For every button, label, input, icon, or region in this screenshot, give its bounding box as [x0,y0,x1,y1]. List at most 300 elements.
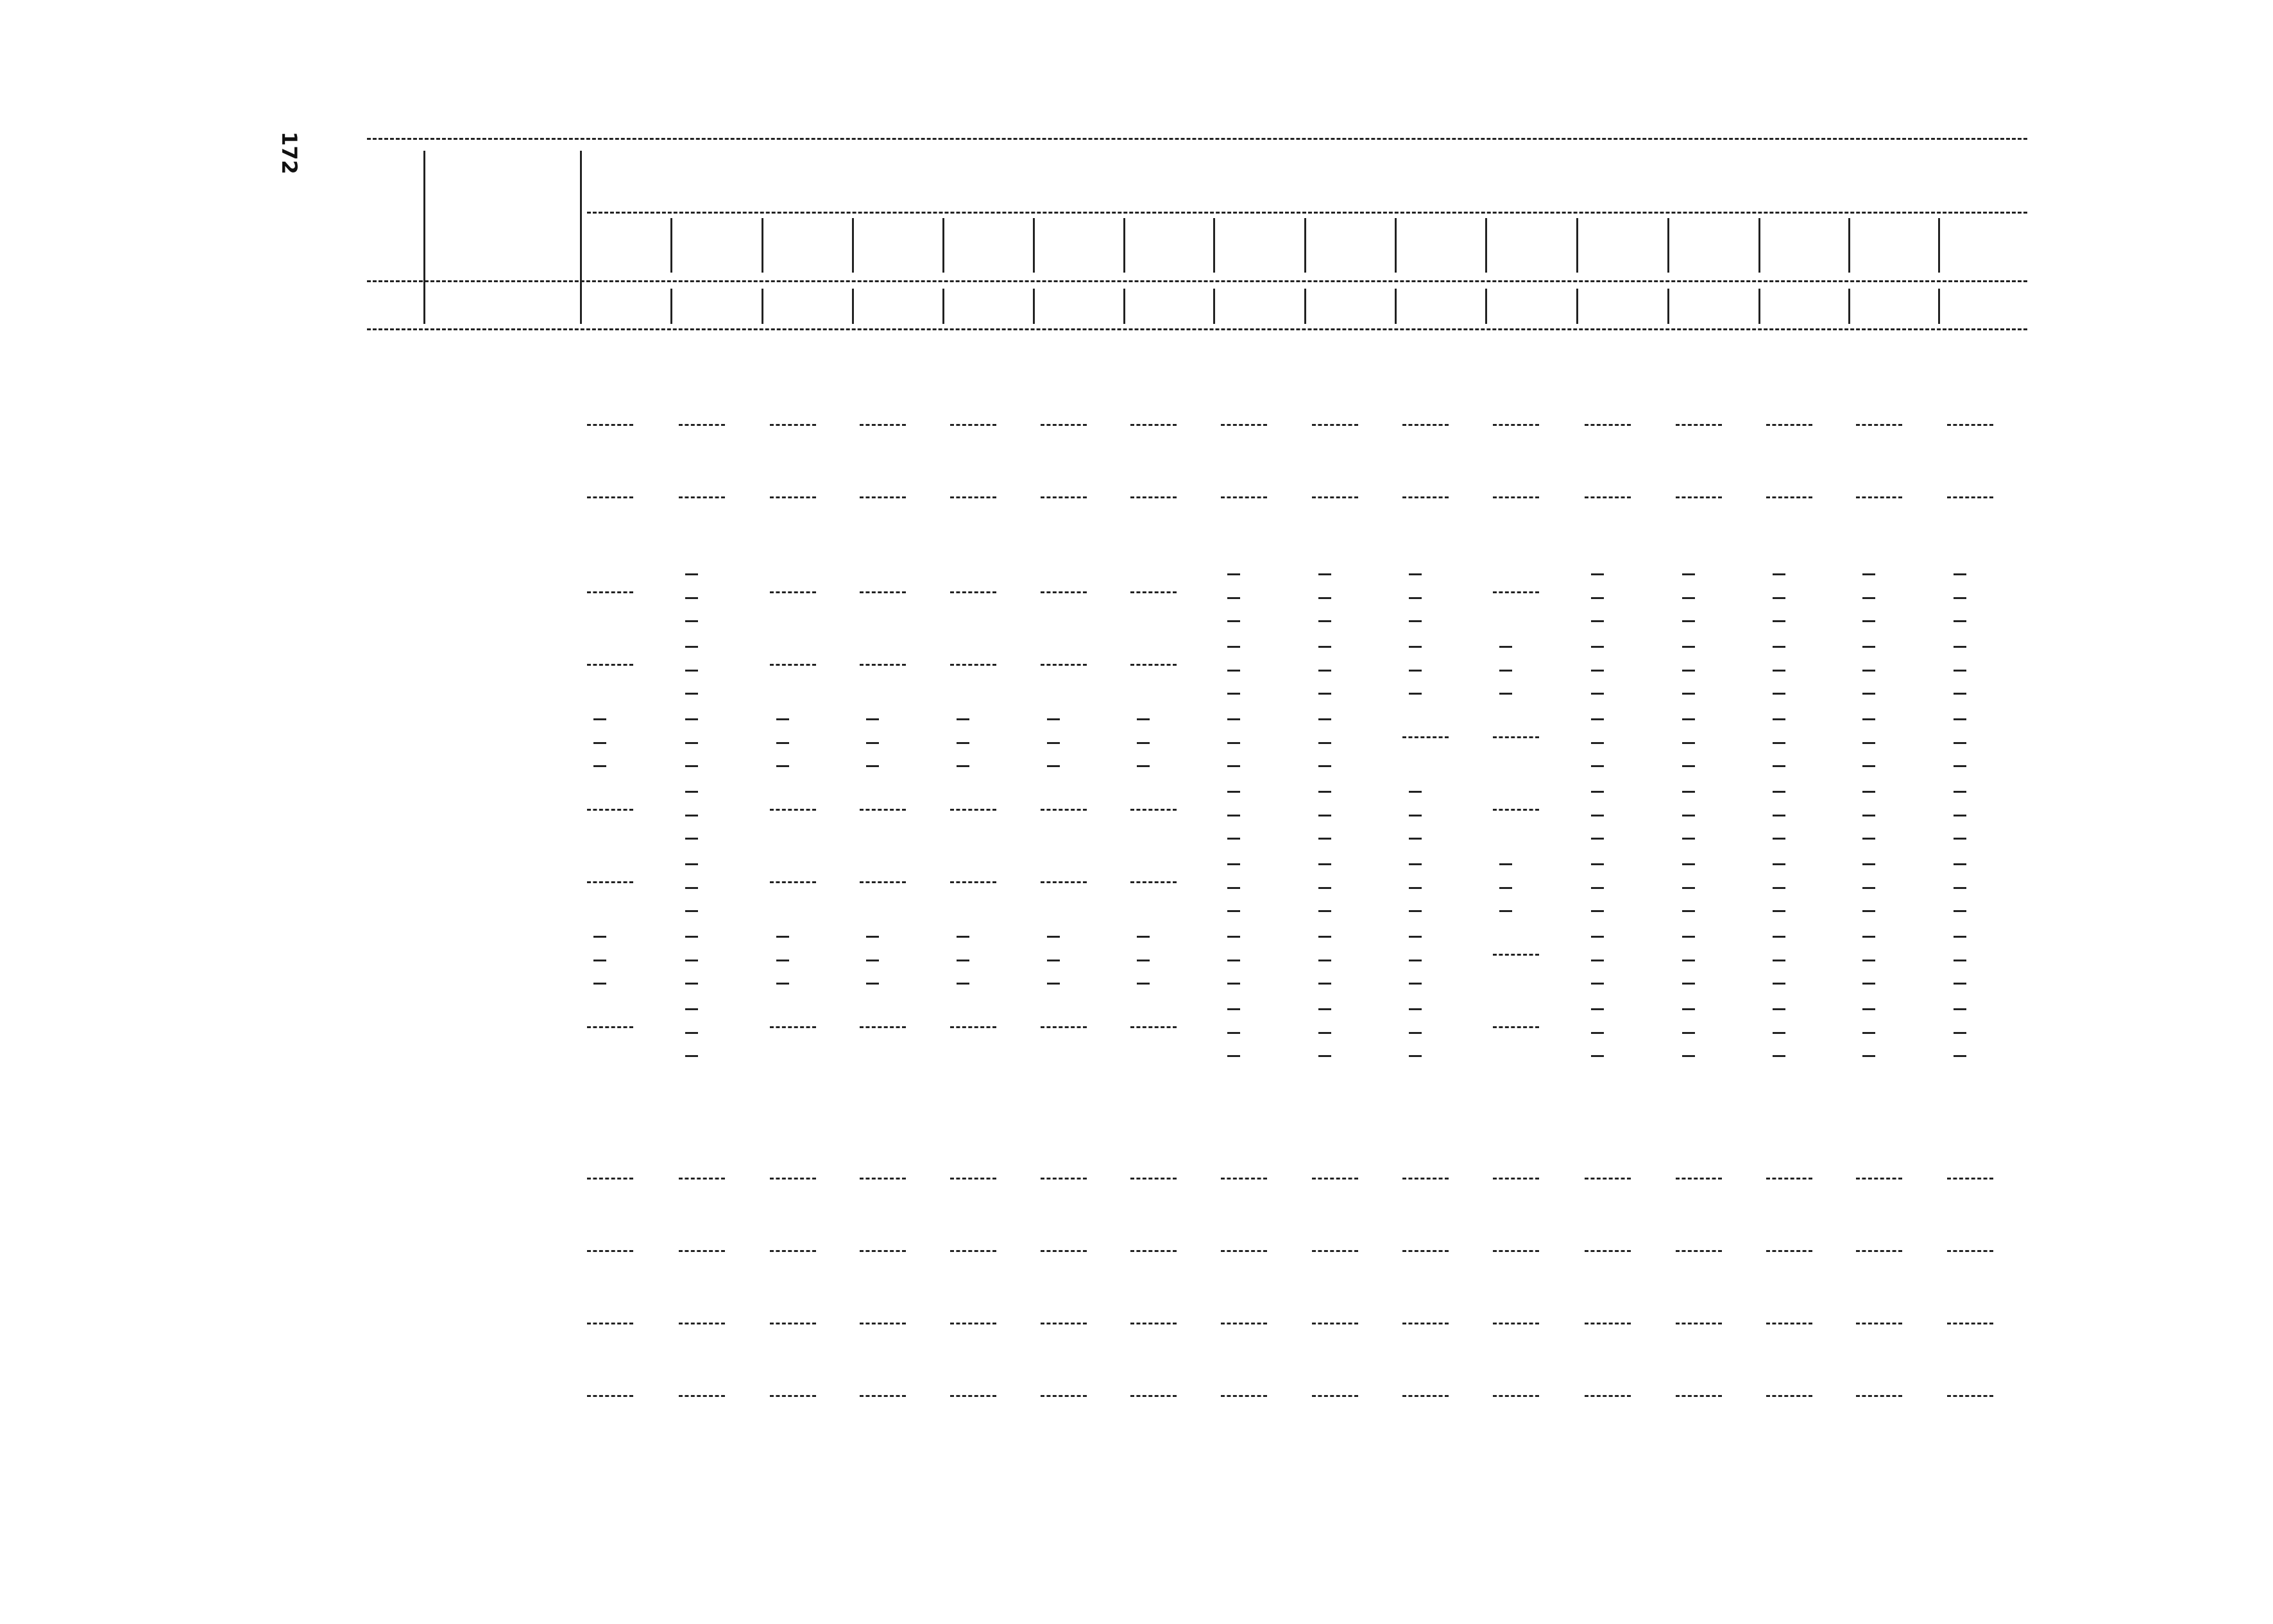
empty-cell-mark [1227,910,1240,912]
fraction-separator [679,1395,725,1397]
empty-cell-mark [1227,765,1240,767]
fraction-separator [1221,424,1267,426]
column-divider [423,151,425,324]
empty-cell-mark [1773,693,1785,695]
fraction-separator [860,1026,906,1028]
fraction-separator [770,1178,816,1180]
fraction-separator [770,664,816,666]
empty-cell-mark [1862,670,1875,672]
fraction-separator [679,496,725,498]
empty-cell-mark [1137,765,1150,767]
empty-cell-mark [1954,765,1966,767]
empty-cell-mark [1954,983,1966,985]
fraction-separator [1856,1323,1902,1324]
empty-cell-mark [1227,597,1240,599]
column-divider [1395,289,1397,324]
empty-cell-mark [1409,1032,1422,1034]
empty-cell-mark [685,1032,698,1034]
empty-cell-mark [685,983,698,985]
empty-cell-mark [1318,1055,1331,1057]
empty-cell-mark [1954,1008,1966,1010]
empty-cell-mark [866,718,879,720]
empty-cell-mark [685,960,698,961]
empty-cell-mark [1773,718,1785,720]
empty-cell-mark [1409,936,1422,938]
empty-cell-mark [685,1008,698,1010]
empty-cell-mark [1318,910,1331,912]
empty-cell-mark [1954,960,1966,961]
column-divider [1758,218,1760,273]
fraction-separator [950,1178,996,1180]
fraction-separator [1041,1323,1087,1324]
empty-cell-mark [776,718,789,720]
empty-cell-mark [957,718,969,720]
empty-cell-mark [1227,936,1240,938]
fraction-separator [1676,496,1722,498]
empty-cell-mark [1682,838,1695,840]
fraction-separator [587,1178,633,1180]
fraction-separator [950,1026,996,1028]
empty-cell-mark [1318,983,1331,985]
empty-cell-mark [1227,1008,1240,1010]
empty-cell-mark [685,573,698,575]
empty-cell-mark [1682,718,1695,720]
fraction-separator [1041,496,1087,498]
fraction-separator [860,424,906,426]
column-divider [942,289,944,324]
column-divider [762,218,763,273]
fraction-separator [1947,424,1993,426]
empty-cell-mark [1591,693,1604,695]
empty-cell-mark [1773,791,1785,793]
fraction-separator [860,496,906,498]
empty-cell-mark [776,742,789,744]
empty-cell-mark [1682,742,1695,744]
empty-cell-mark [1318,646,1331,648]
empty-cell-mark [1318,742,1331,744]
empty-cell-mark [1318,1032,1331,1034]
empty-cell-mark [1499,646,1512,648]
fraction-separator [1493,1026,1539,1028]
empty-cell-mark [1227,791,1240,793]
empty-cell-mark [1862,910,1875,912]
column-divider [1576,218,1578,273]
empty-cell-mark [1773,1055,1785,1057]
empty-cell-mark [866,960,879,961]
fraction-separator [1041,1395,1087,1397]
fraction-separator [679,424,725,426]
empty-cell-mark [685,791,698,793]
fraction-separator [1493,424,1539,426]
fraction-separator [770,1026,816,1028]
empty-cell-mark [1137,742,1150,744]
fraction-separator [1041,424,1087,426]
fraction-separator [679,1178,725,1180]
empty-cell-mark [1862,863,1875,865]
fraction-separator [1947,1323,1993,1324]
fraction-separator [1493,1250,1539,1252]
empty-cell-mark [1954,742,1966,744]
fraction-separator [1766,424,1812,426]
fraction-separator [860,591,906,593]
empty-cell-mark [1409,597,1422,599]
fraction-separator [1856,424,1902,426]
empty-cell-mark [1318,863,1331,865]
empty-cell-mark [1227,815,1240,816]
empty-cell-mark [1773,1032,1785,1034]
empty-cell-mark [1862,1008,1875,1010]
column-divider [1485,289,1487,324]
empty-cell-mark [1047,718,1060,720]
empty-cell-mark [1591,887,1604,889]
empty-cell-mark [1954,620,1966,622]
fraction-separator [679,1250,725,1252]
fraction-separator [1130,1323,1177,1324]
empty-cell-mark [866,983,879,985]
empty-cell-mark [685,887,698,889]
empty-cell-mark [1409,863,1422,865]
fraction-separator [1766,1395,1812,1397]
empty-cell-mark [685,742,698,744]
empty-cell-mark [1682,815,1695,816]
fraction-separator [950,664,996,666]
fraction-separator [1041,1178,1087,1180]
column-divider [1485,218,1487,273]
empty-cell-mark [1862,936,1875,938]
column-divider [1213,289,1215,324]
empty-cell-mark [957,936,969,938]
fraction-separator [1493,1395,1539,1397]
empty-cell-mark [1682,791,1695,793]
empty-cell-mark [1773,1008,1785,1010]
fraction-separator [1402,424,1449,426]
empty-cell-mark [1318,670,1331,672]
column-divider [1576,289,1578,324]
fraction-separator [1130,424,1177,426]
empty-cell-mark [1773,863,1785,865]
fraction-separator [1856,1178,1902,1180]
empty-cell-mark [1682,910,1695,912]
empty-cell-mark [776,983,789,985]
empty-cell-mark [1682,765,1695,767]
empty-cell-mark [776,765,789,767]
fraction-separator [1402,736,1449,738]
empty-cell-mark [1318,620,1331,622]
empty-cell-mark [1047,936,1060,938]
fraction-separator [950,881,996,883]
fraction-separator [860,809,906,811]
fraction-separator [1041,809,1087,811]
column-divider [670,218,672,273]
empty-cell-mark [1682,693,1695,695]
fraction-separator [1766,1250,1812,1252]
empty-cell-mark [957,765,969,767]
empty-cell-mark [1227,718,1240,720]
empty-cell-mark [1318,815,1331,816]
empty-cell-mark [1773,670,1785,672]
empty-cell-mark [1227,693,1240,695]
fraction-separator [1312,424,1358,426]
empty-cell-mark [866,742,879,744]
fraction-separator [770,809,816,811]
empty-cell-mark [1954,815,1966,816]
empty-cell-mark [685,693,698,695]
empty-cell-mark [685,815,698,816]
empty-cell-mark [1682,620,1695,622]
empty-cell-mark [957,742,969,744]
empty-cell-mark [1591,960,1604,961]
empty-cell-mark [1862,693,1875,695]
empty-cell-mark [1227,1032,1240,1034]
fraction-separator [950,496,996,498]
empty-cell-mark [1318,791,1331,793]
header-mid-rule [367,280,2027,282]
empty-cell-mark [1591,863,1604,865]
fraction-separator [1676,1178,1722,1180]
empty-cell-mark [1591,573,1604,575]
fraction-separator [1493,1323,1539,1324]
fraction-separator [770,424,816,426]
empty-cell-mark [1409,838,1422,840]
fraction-separator [1856,496,1902,498]
empty-cell-mark [1409,815,1422,816]
empty-cell-mark [1773,838,1785,840]
empty-cell-mark [1591,838,1604,840]
empty-cell-mark [1682,887,1695,889]
empty-cell-mark [1047,742,1060,744]
empty-cell-mark [1954,936,1966,938]
empty-cell-mark [1591,620,1604,622]
empty-cell-mark [685,936,698,938]
fraction-separator [1130,1250,1177,1252]
empty-cell-mark [593,960,606,961]
empty-cell-mark [1318,573,1331,575]
column-divider [1938,218,1940,273]
empty-cell-mark [1862,983,1875,985]
empty-cell-mark [1954,1055,1966,1057]
empty-cell-mark [1409,1008,1422,1010]
fraction-separator [1221,1395,1267,1397]
empty-cell-mark [1862,1055,1875,1057]
fraction-separator [587,424,633,426]
empty-cell-mark [1682,983,1695,985]
fraction-separator [770,1323,816,1324]
fraction-separator [1493,496,1539,498]
fraction-separator [860,1323,906,1324]
empty-cell-mark [1409,693,1422,695]
empty-cell-mark [1773,910,1785,912]
empty-cell-mark [1773,573,1785,575]
fraction-separator [860,881,906,883]
empty-cell-mark [1318,597,1331,599]
fraction-separator [860,1250,906,1252]
empty-cell-mark [1227,983,1240,985]
empty-cell-mark [1954,910,1966,912]
empty-cell-mark [1318,693,1331,695]
empty-cell-mark [1227,960,1240,961]
empty-cell-mark [685,620,698,622]
empty-cell-mark [1047,983,1060,985]
column-divider [1033,289,1035,324]
fraction-separator [1130,1178,1177,1180]
empty-cell-mark [1137,960,1150,961]
fraction-separator [1493,1178,1539,1180]
empty-cell-mark [1682,960,1695,961]
fraction-separator [1130,496,1177,498]
fraction-separator [1856,1250,1902,1252]
fraction-separator [1493,591,1539,593]
empty-cell-mark [685,718,698,720]
empty-cell-mark [1409,620,1422,622]
fraction-separator [1947,1178,1993,1180]
column-divider [762,289,763,324]
empty-cell-mark [1318,936,1331,938]
fraction-separator [1312,1178,1358,1180]
empty-cell-mark [1499,693,1512,695]
empty-cell-mark [1591,983,1604,985]
column-divider [852,289,854,324]
empty-cell-mark [593,718,606,720]
empty-cell-mark [1227,573,1240,575]
fraction-separator [587,591,633,593]
fraction-separator [1493,954,1539,956]
empty-cell-mark [1137,936,1150,938]
fraction-separator [1221,1178,1267,1180]
fraction-separator [950,1323,996,1324]
fraction-separator [1493,809,1539,811]
empty-cell-mark [957,983,969,985]
fraction-separator [1676,424,1722,426]
fraction-separator [1130,591,1177,593]
column-divider [670,289,672,324]
fraction-separator [1766,1178,1812,1180]
empty-cell-mark [1682,1055,1695,1057]
empty-cell-mark [1591,597,1604,599]
fraction-separator [587,664,633,666]
fraction-separator [1312,1323,1358,1324]
fraction-separator [1312,1250,1358,1252]
empty-cell-mark [1499,863,1512,865]
fraction-separator [770,591,816,593]
fraction-separator [1041,1026,1087,1028]
empty-cell-mark [1318,960,1331,961]
fraction-separator [770,881,816,883]
fraction-separator [587,1395,633,1397]
empty-cell-mark [1047,960,1060,961]
fraction-separator [770,1250,816,1252]
fraction-separator [1221,1323,1267,1324]
empty-cell-mark [1682,573,1695,575]
empty-cell-mark [1954,718,1966,720]
fraction-separator [860,1178,906,1180]
empty-cell-mark [866,765,879,767]
empty-cell-mark [1862,1032,1875,1034]
empty-cell-mark [1227,620,1240,622]
empty-cell-mark [1862,815,1875,816]
header-title-rule [587,212,2027,214]
empty-cell-mark [1773,815,1785,816]
fraction-separator [770,1395,816,1397]
empty-cell-mark [1954,1032,1966,1034]
empty-cell-mark [1409,983,1422,985]
fraction-separator [1585,424,1631,426]
empty-cell-mark [1591,936,1604,938]
empty-cell-mark [1862,597,1875,599]
empty-cell-mark [1499,910,1512,912]
fraction-separator [1402,1178,1449,1180]
column-divider [1304,218,1306,273]
header-bottom-rule [367,328,2027,330]
fraction-separator [1585,1178,1631,1180]
fraction-separator [1041,664,1087,666]
empty-cell-mark [1773,742,1785,744]
empty-cell-mark [1409,573,1422,575]
empty-cell-mark [1318,1008,1331,1010]
empty-cell-mark [1862,838,1875,840]
fraction-separator [1402,1250,1449,1252]
fraction-separator [860,664,906,666]
fraction-separator [1041,1250,1087,1252]
empty-cell-mark [1773,887,1785,889]
empty-cell-mark [1954,670,1966,672]
empty-cell-mark [1862,742,1875,744]
empty-cell-mark [1954,838,1966,840]
empty-cell-mark [685,597,698,599]
empty-cell-mark [1773,620,1785,622]
empty-cell-mark [685,765,698,767]
column-divider [1123,218,1125,273]
empty-cell-mark [1682,863,1695,865]
empty-cell-mark [1227,887,1240,889]
fraction-separator [587,1250,633,1252]
empty-cell-mark [866,936,879,938]
empty-cell-mark [1409,791,1422,793]
empty-cell-mark [1318,765,1331,767]
fraction-separator [1856,1395,1902,1397]
fraction-separator [1947,1250,1993,1252]
empty-cell-mark [1954,646,1966,648]
page-number: 172 [277,131,302,174]
empty-cell-mark [1862,887,1875,889]
column-divider [1304,289,1306,324]
column-divider [1938,289,1940,324]
empty-cell-mark [1409,670,1422,672]
fraction-separator [1585,1323,1631,1324]
empty-cell-mark [1137,718,1150,720]
column-divider [1848,289,1850,324]
empty-cell-mark [1591,791,1604,793]
fraction-separator [1402,1323,1449,1324]
empty-cell-mark [1227,646,1240,648]
empty-cell-mark [1409,960,1422,961]
column-divider [852,218,854,273]
empty-cell-mark [1047,765,1060,767]
fraction-separator [950,809,996,811]
empty-cell-mark [685,1055,698,1057]
fraction-separator [1676,1250,1722,1252]
empty-cell-mark [685,646,698,648]
fraction-separator [1676,1323,1722,1324]
fraction-separator [1221,1250,1267,1252]
empty-cell-mark [1227,863,1240,865]
empty-cell-mark [1409,646,1422,648]
empty-cell-mark [1862,718,1875,720]
empty-cell-mark [1682,670,1695,672]
fraction-separator [950,1395,996,1397]
empty-cell-mark [1137,983,1150,985]
fraction-separator [1766,1323,1812,1324]
fraction-separator [1130,1026,1177,1028]
